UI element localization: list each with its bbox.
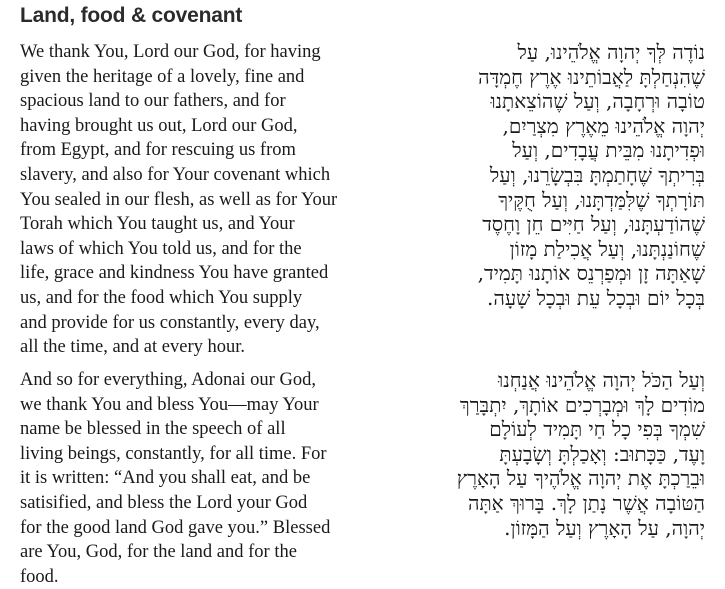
text-line: name be blessed in the speech of all (20, 419, 286, 440)
text-line: בְּרִיתְךָ שֶׁחָתַמְתָּ בִּבְשָׂרֵנוּ, וְעַל (489, 162, 705, 187)
text-line: it is written: “And you shall eat, and be (20, 468, 311, 489)
text-line: הַטּוֹבָה אֲשֶׁר נָתַן לָךְ. בָּרוּךְ אַתָּה (467, 490, 705, 515)
text-line: בְּכָל יוֹם וּבְכָל עֵת וּבְכָל שָׁעָה. (486, 285, 705, 310)
text-line: living beings, constantly, for all time. For (20, 443, 327, 464)
text-line: are You, God, for the land and for the (20, 542, 297, 563)
text-line: given the heritage of a lovely, fine and (20, 66, 305, 87)
text-line: תּוֹרָתְךָ שֶׁלִּמַּדְתָּנוּ, וְעַל חֻקֶּיךָ (498, 187, 705, 212)
section-heading: Land, food & covenant (20, 4, 243, 27)
text-line: יְהוָה, עַל הָאָרֶץ וְעַל הַמָּזוֹן. (504, 515, 705, 540)
text-line: שֶׁחוֹנַנְתָּנוּ, וְעַל אֲכִילַת מָזוֹן (509, 236, 705, 261)
text-line: And so for everything, Adonai our God, (20, 370, 316, 390)
text-line: טוֹבָה וּרְחָבָה, וְעַל שֶׁהוֹצֵאתָנוּ (490, 89, 705, 114)
text-line: וָעֶד, כַּכָּתוּב: וְאָכַלְתָּ וְשָׂבָעְתָּ (499, 441, 705, 466)
text-line: נוֹדֶה לְּךָ יְהוָה אֱלֹהֵינוּ, עַל (517, 40, 705, 64)
text-line: spacious land to our fathers, and for (20, 91, 286, 112)
text-line: for the good land God gave you.” Blessed (20, 517, 331, 538)
text-line: satisified, and bless the Lord your God (20, 492, 308, 513)
text-line: מוֹדִים לָךְ וּמְבָרְכִים אוֹתָךְ, יִתְבָּרַךְ (459, 392, 705, 417)
text-line: וְעַל הַכֹּל יְהוָה אֱלֹהֵינוּ אֲנַחְנוּ (498, 368, 705, 392)
text-line: we thank You and bless You—may Your (20, 394, 319, 415)
text-line: Torah which You taught us, and Your (20, 214, 295, 235)
text-line: and provide for us constantly, every day, (20, 312, 320, 333)
text-line: laws of which You told us, and for the (20, 238, 302, 259)
text-line: יְהוָה אֱלֹהֵינוּ מֵאֶרֶץ מִצְרַיִם, (502, 113, 705, 138)
english-paragraph-1 (20, 40, 360, 360)
text-line: from Egypt, and for rescuing us from (20, 140, 296, 161)
text-line: We thank You, Lord our God, for having (20, 42, 321, 62)
text-line: שִׁמְךָ בְּפִי כָל חַי תָּמִיד לְעוֹלָם (489, 417, 705, 442)
english-paragraph-2 (20, 368, 360, 589)
text-line: life, grace and kindness You have granted (20, 263, 329, 284)
text-line: שֶׁהִנְחַלְתָּ לַאֲבוֹתֵינוּ אֶרֶץ חֶמְדָּה (478, 64, 705, 89)
text-line: food. (20, 566, 59, 587)
text-line: slavery, and also for Your covenant which (20, 164, 331, 185)
text-line: שֶׁהוֹדַעְתָּנוּ, וְעַל חַיִּים חֵן וָחֶסֶד (482, 212, 705, 237)
hebrew-paragraph-2 (375, 368, 705, 540)
text-line: us, and for the food which You supply (20, 287, 303, 308)
text-line: all the time, and at every hour. (20, 337, 246, 358)
text-line: שָׁאַתָּה זָן וּמְפַרְנֵס אוֹתָנוּ תָּמִיד, (477, 261, 705, 286)
hebrew-paragraph-1 (375, 40, 705, 311)
text-line: וּבֵרַכְתָּ אֶת יְהוָה אֱלֹהֶיךָ עַל הָאָרֶץ (456, 466, 705, 491)
text-line: You sealed in our flesh, as well as for Your (20, 189, 338, 210)
text-line: having brought us out, Lord our God, (20, 115, 298, 136)
text-line: וּפְדִיתָנוּ מִבֵּית עֲבָדִים, וְעַל (512, 138, 705, 163)
